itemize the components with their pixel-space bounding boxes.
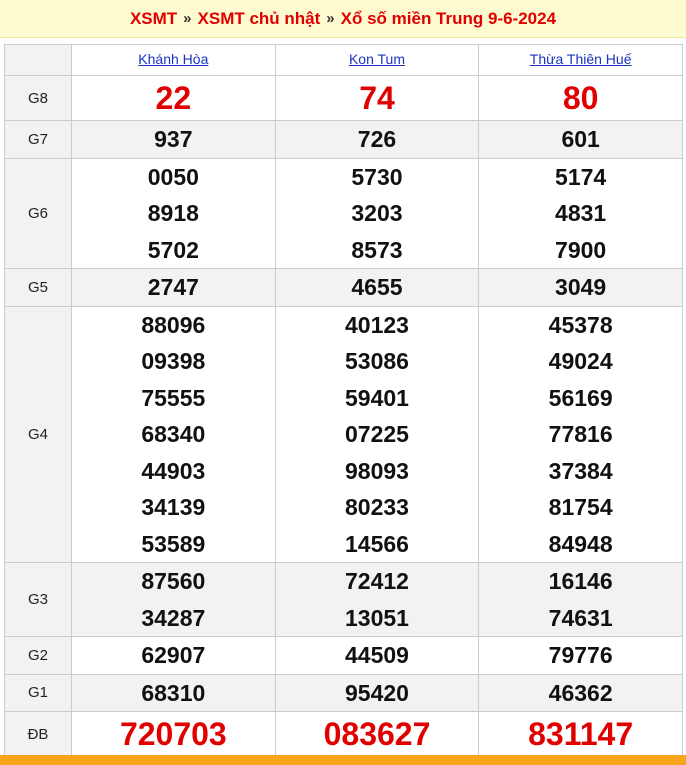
prize-cell [479,306,683,563]
prize-label: G3 [5,563,72,637]
prize-label: ĐB [5,712,72,757]
prize-cell [275,306,479,563]
prize-number: 46362 [548,679,613,706]
breadcrumb-separator: » [326,10,335,27]
prize-number: 56169 [548,384,613,411]
bottom-accent-bar [0,755,686,765]
prize-row [5,121,683,159]
prize-number: 49024 [548,348,613,374]
prize-number: 5174 [555,163,607,190]
prize-row [5,712,683,757]
prize-number: 13051 [345,604,409,631]
prize-cell [72,121,276,159]
results-table [4,44,683,757]
prize-label: G1 [5,674,72,712]
prize-number: 3049 [555,274,607,300]
prize-number: 3203 [351,200,403,226]
prize-number: 8918 [147,200,199,226]
breadcrumb [0,0,686,38]
prize-cell [479,637,683,675]
prize-cell [275,637,479,675]
prize-row [5,306,683,563]
prize-number: 95420 [345,679,409,706]
prize-label: G2 [5,637,72,675]
prize-cell [72,712,276,757]
prize-number: 53086 [345,348,409,374]
prize-number: 4655 [351,274,403,300]
prize-label: G8 [5,76,72,121]
prize-number: 09398 [141,348,206,374]
prize-number: 44903 [141,457,206,484]
prize-cell [72,637,276,675]
prize-row [5,76,683,121]
province-header-thua-thien-hue [479,45,683,76]
prize-number: 84948 [548,530,613,557]
prize-number: 68340 [141,421,206,447]
prize-row [5,269,683,307]
prize-cell [72,158,276,269]
prize-cell [72,76,276,121]
prize-number: 40123 [345,311,409,338]
prize-number: 53589 [141,530,206,557]
prize-label: G6 [5,158,72,269]
prize-cell [479,712,683,757]
prize-cell [72,563,276,637]
prize-number: 2747 [147,274,199,300]
prize-number: 81754 [548,494,613,520]
prize-number: 22 [155,80,192,116]
prize-cell [479,269,683,307]
prize-number: 07225 [345,421,409,447]
prize-number: 37384 [548,457,613,484]
prize-number: 8573 [351,236,403,263]
prize-number: 98093 [345,457,409,484]
prize-cell [479,563,683,637]
prize-number: 80233 [345,494,409,520]
header-corner-cell [5,45,72,76]
prize-number: 87560 [141,568,206,594]
prize-number: 74 [359,80,395,116]
prize-number: 62907 [141,642,206,668]
prize-cell [72,674,276,712]
prize-number: 4831 [555,200,607,226]
province-header-kon-tum [275,45,479,76]
prize-number: 68310 [141,679,206,706]
prize-cell [275,563,479,637]
prize-cell [479,158,683,269]
prize-number: 5702 [147,236,199,263]
breadcrumb-separator: » [183,10,192,27]
breadcrumb-home-link[interactable]: XSMT [129,8,178,28]
prize-cell [72,269,276,307]
prize-number: 44509 [345,642,409,668]
prize-number: 16146 [548,568,613,594]
prize-number: 937 [154,126,193,152]
prize-cell [72,306,276,563]
prize-cell [275,76,479,121]
breadcrumb-section-link[interactable]: XSMT chủ nhật [197,8,321,28]
prize-number: 45378 [548,311,613,338]
prize-label: G4 [5,306,72,563]
prize-cell [275,674,479,712]
prize-number: 14566 [345,530,409,557]
prize-number: 34139 [141,494,206,520]
prize-cell [275,121,479,159]
prize-number: 74631 [548,604,613,631]
prize-cell [479,76,683,121]
prize-cell [479,674,683,712]
prize-row [5,637,683,675]
prize-number: 601 [561,126,600,152]
prize-number: 88096 [141,311,206,338]
province-link[interactable]: Kon Tum [348,51,405,67]
prize-number: 80 [562,80,599,116]
prize-number: 083627 [323,716,431,752]
prize-row [5,158,683,269]
prize-row [5,674,683,712]
prize-table-body [5,76,683,757]
prize-cell [275,269,479,307]
prize-number: 34287 [141,604,206,631]
prize-number: 72412 [345,568,409,594]
prize-number: 79776 [548,642,613,668]
province-header-row [5,45,683,76]
prize-number: 7900 [555,236,607,263]
prize-number: 726 [357,126,397,152]
province-link[interactable]: Thừa Thiên Huế [529,51,632,67]
prize-number: 0050 [147,163,199,190]
prize-number: 77816 [548,421,613,447]
prize-cell [275,158,479,269]
province-link[interactable]: Khánh Hòa [138,51,209,67]
prize-number: 5730 [351,163,403,190]
prize-cell [275,712,479,757]
prize-number: 75555 [141,384,206,411]
prize-number: 831147 [528,716,634,752]
prize-row [5,563,683,637]
breadcrumb-current-link[interactable]: Xổ số miền Trung 9-6-2024 [340,8,557,28]
province-header-khanh-hoa [72,45,276,76]
prize-number: 59401 [345,384,409,411]
prize-cell [479,121,683,159]
prize-label: G5 [5,269,72,307]
prize-number: 720703 [119,716,227,752]
prize-label: G7 [5,121,72,159]
